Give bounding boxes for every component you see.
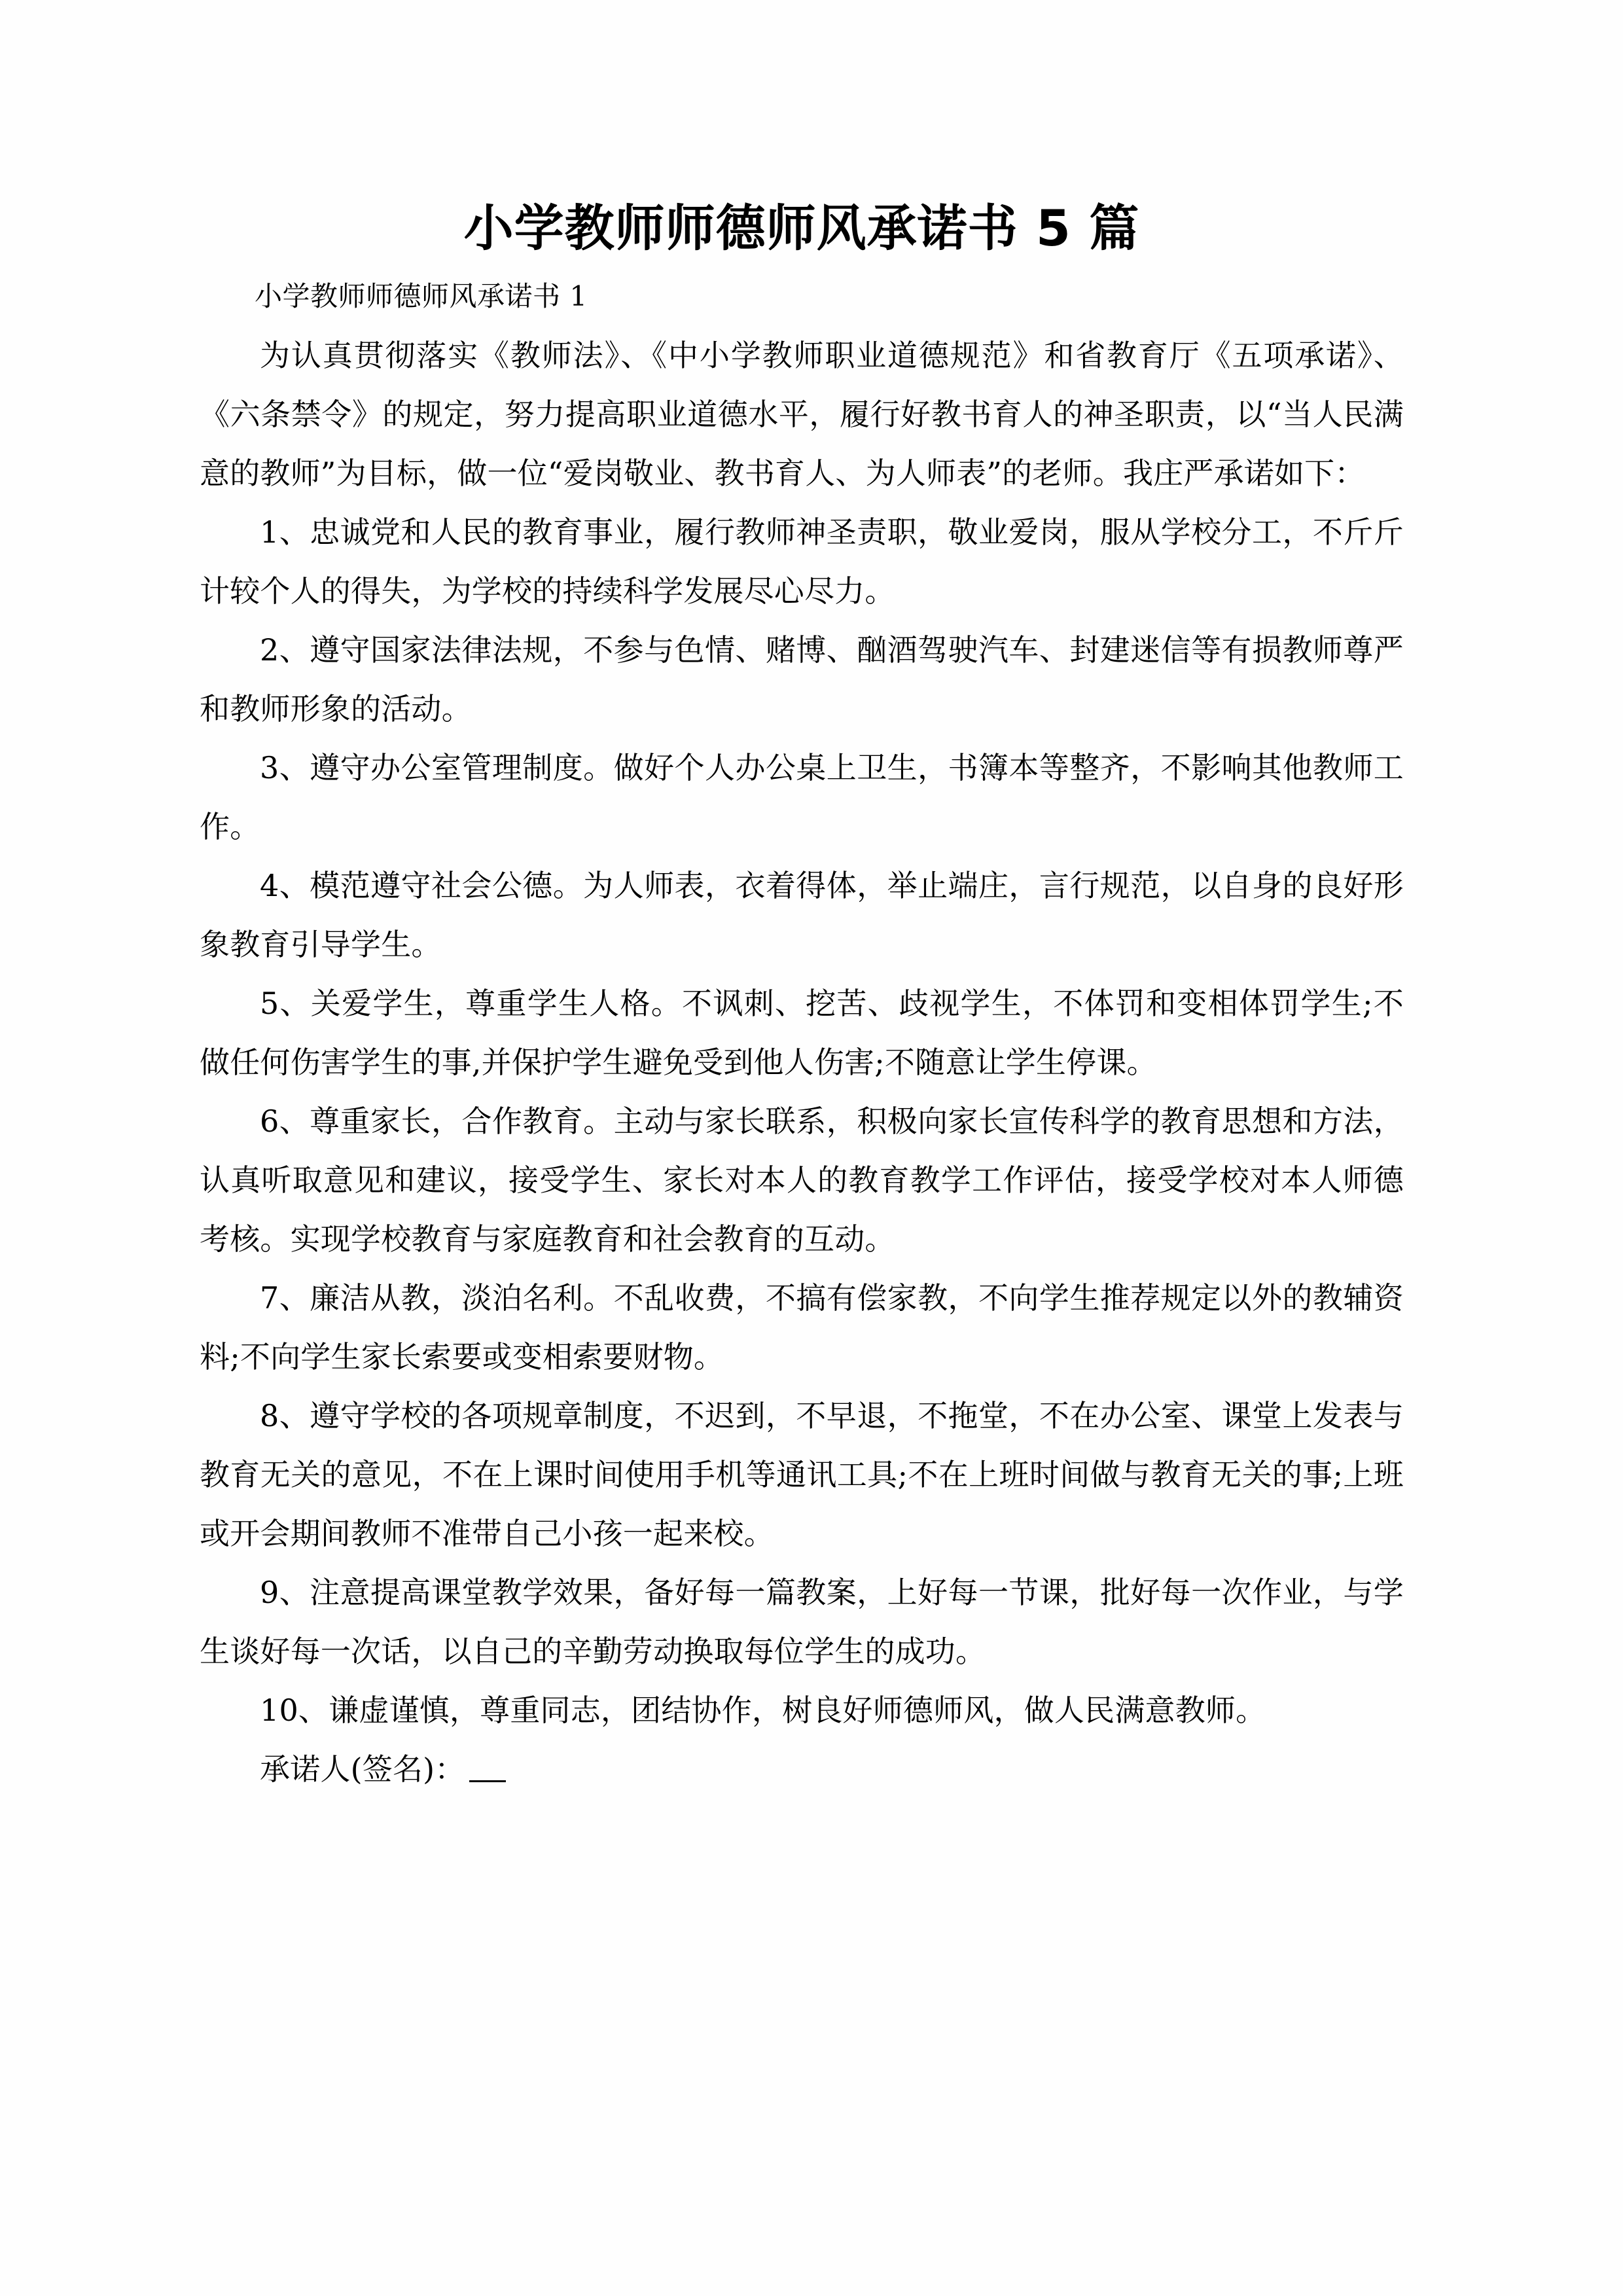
- commitment-item-1: 1、忠诚党和人民的教育事业，履行教师神圣责职，敬业爱岗，服从学校分工，不斤斤计较个人的得失，为学校的持续科学发展尽心尽力。: [200, 514, 1404, 609]
- document-subtitle: 小学教师师德师风承诺书 1: [255, 280, 588, 313]
- commitment-item-7: 7、廉洁从教，淡泊名利。不乱收费，不搞有偿家教，不向学生推荐规定以外的教辅资料;不向学生家长索要或变相索要财物。: [200, 1280, 1404, 1375]
- commitment-item-4: 4、模范遵守社会公德。为人师表，衣着得体，举止端庄，言行规范，以自身的良好形象教育引导学生。: [200, 868, 1404, 963]
- document-content: [200, 196, 1404, 1799]
- signature-line: [200, 1740, 1404, 1799]
- signature-label: 承诺人(签名)：: [260, 1751, 465, 1787]
- page-title: 小学教师师德师风承诺书 5 篇: [463, 199, 1140, 257]
- commitment-item-10: 10、谦虚谨慎，尊重同志，团结协作，树良好师德师风，做人民满意教师。: [260, 1693, 1266, 1729]
- signature-blank-field[interactable]: [469, 1780, 506, 1782]
- commitment-item-9: 9、注意提高课堂教学效果，备好每一篇教案，上好每一节课，批好每一次作业，与学生谈好每一次话，以自己的辛勤劳动换取每位学生的成功。: [200, 1575, 1404, 1670]
- commitment-item-8: 8、遵守学校的各项规章制度，不迟到，不早退，不拖堂，不在办公室、课堂上发表与教育无关的意见，不在上课时间使用手机等通讯工具;不在上班时间做与教育无关的事;上班或开会期间教师不准带自己小孩一起来校。: [200, 1398, 1404, 1552]
- commitment-item-6: 6、尊重家长，合作教育。主动与家长联系，积极向家长宣传科学的教育思想和方法，认真听取意见和建议，接受学生、家长对本人的教育教学工作评估，接受学校对本人师德考核。实现学校教育与家庭教育和社会教育的互动。: [200, 1103, 1404, 1257]
- commitment-item-5: 5、关爱学生，尊重学生人格。不讽刺、挖苦、歧视学生，不体罚和变相体罚学生;不做任何伤害学生的事,并保护学生避免受到他人伤害;不随意让学生停课。: [200, 986, 1404, 1081]
- commitment-item-3: 3、遵守办公室管理制度。做好个人办公桌上卫生，书簿本等整齐，不影响其他教师工作。: [200, 750, 1404, 845]
- intro-paragraph: 为认真贯彻落实《教师法》、《中小学教师职业道德规范》和省教育厅《五项承诺》、《六条禁令》的规定，努力提高职业道德水平，履行好教书育人的神圣职责，以“当人民满意的教师”为目标，做一位“爱岗敬业、教书育人、为人师表”的老师。我庄严承诺如下：: [200, 338, 1404, 492]
- commitment-item-2: 2、遵守国家法律法规，不参与色情、赌博、酗酒驾驶汽车、封建迷信等有损教师尊严和教师形象的活动。: [200, 632, 1404, 727]
